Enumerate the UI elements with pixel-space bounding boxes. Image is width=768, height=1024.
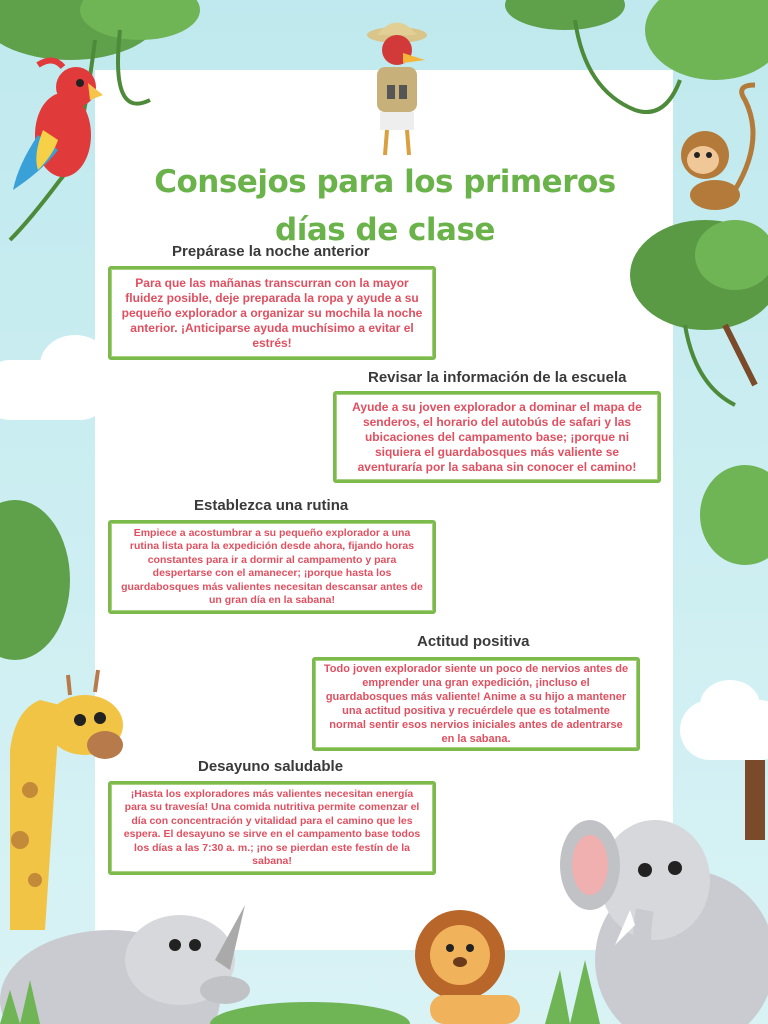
lion-icon (410, 900, 530, 1024)
monkey-icon (675, 80, 768, 210)
tip-box-positive-attitude (312, 657, 640, 751)
heading-routine: Establezca una rutina (194, 497, 349, 514)
heading-positive-attitude: Actitud positiva (417, 633, 530, 650)
tip-text-breakfast: ¡Hasta los exploradores más valientes necesitan energía para su travesía! Una comida nutritiva permite comenzar el día con concentración y vitalidad para el camino que les espera. El desayuno se sirve en el campamento base todos los días a las 7:30 a. m.; ¡no se pierdan este festín de la sabana! (123, 787, 421, 867)
heading-night-before: Prepárase la noche anterior (172, 243, 370, 260)
bush-right (700, 460, 768, 570)
tip-text-night-before: Para que las mañanas transcurran con la mayor fluidez posible, deje preparada la ropa y ayude a su pequeño explorador a organizar su mochila la noche anterior. ¡Anticiparse ayuda muchísimo a evitar el estrés! (121, 275, 423, 350)
tip-box-night-before (108, 266, 436, 360)
grass-bottom (210, 990, 410, 1024)
tip-box-breakfast (108, 781, 436, 875)
tip-text-positive-attitude: Todo joven explorador siente un poco de nervios antes de emprender una gran expedición, ¡incluso el guardabosques más valiente! Anime a su hijo a mantener una actitud positiva y recuérdele que es totalmente normal sentir esos nervios iniciales antes de adentrarse en la sabana. (323, 663, 629, 745)
page-title: Consejos para los primeros días de clase (154, 164, 616, 248)
tip-box-school-info (333, 391, 661, 483)
tip-text-routine: Empiece a acostumbrar a su pequeño explorador a una rutina lista para la expedición desde ahora, fijando horas constantes para ir a dormir al campamento y para despertarse con el amanecer; ¡porque hasta los guardabosques más valientes necesitan descansar antes de un gran día en la sabana! (121, 526, 423, 606)
parrot-icon (8, 55, 103, 195)
giraffe-icon (0, 630, 140, 930)
tip-box-routine (108, 520, 436, 614)
heading-breakfast: Desayuno saludable (198, 758, 344, 775)
elephant-icon (545, 760, 768, 1024)
cloud-right-2 (700, 680, 760, 730)
tip-text-school-info: Ayude a su joven explorador a dominar el mapa de senderos, el horario del autobús de safari y las ubicaciones del campamento base; ¡porque ni siquiera el guardabosques más valiente se aventuraría por la sabana sin conocer el camino! (352, 399, 642, 474)
explorer-bird-icon (355, 15, 440, 165)
heading-school-info: Revisar la información de la escuela (368, 369, 627, 386)
